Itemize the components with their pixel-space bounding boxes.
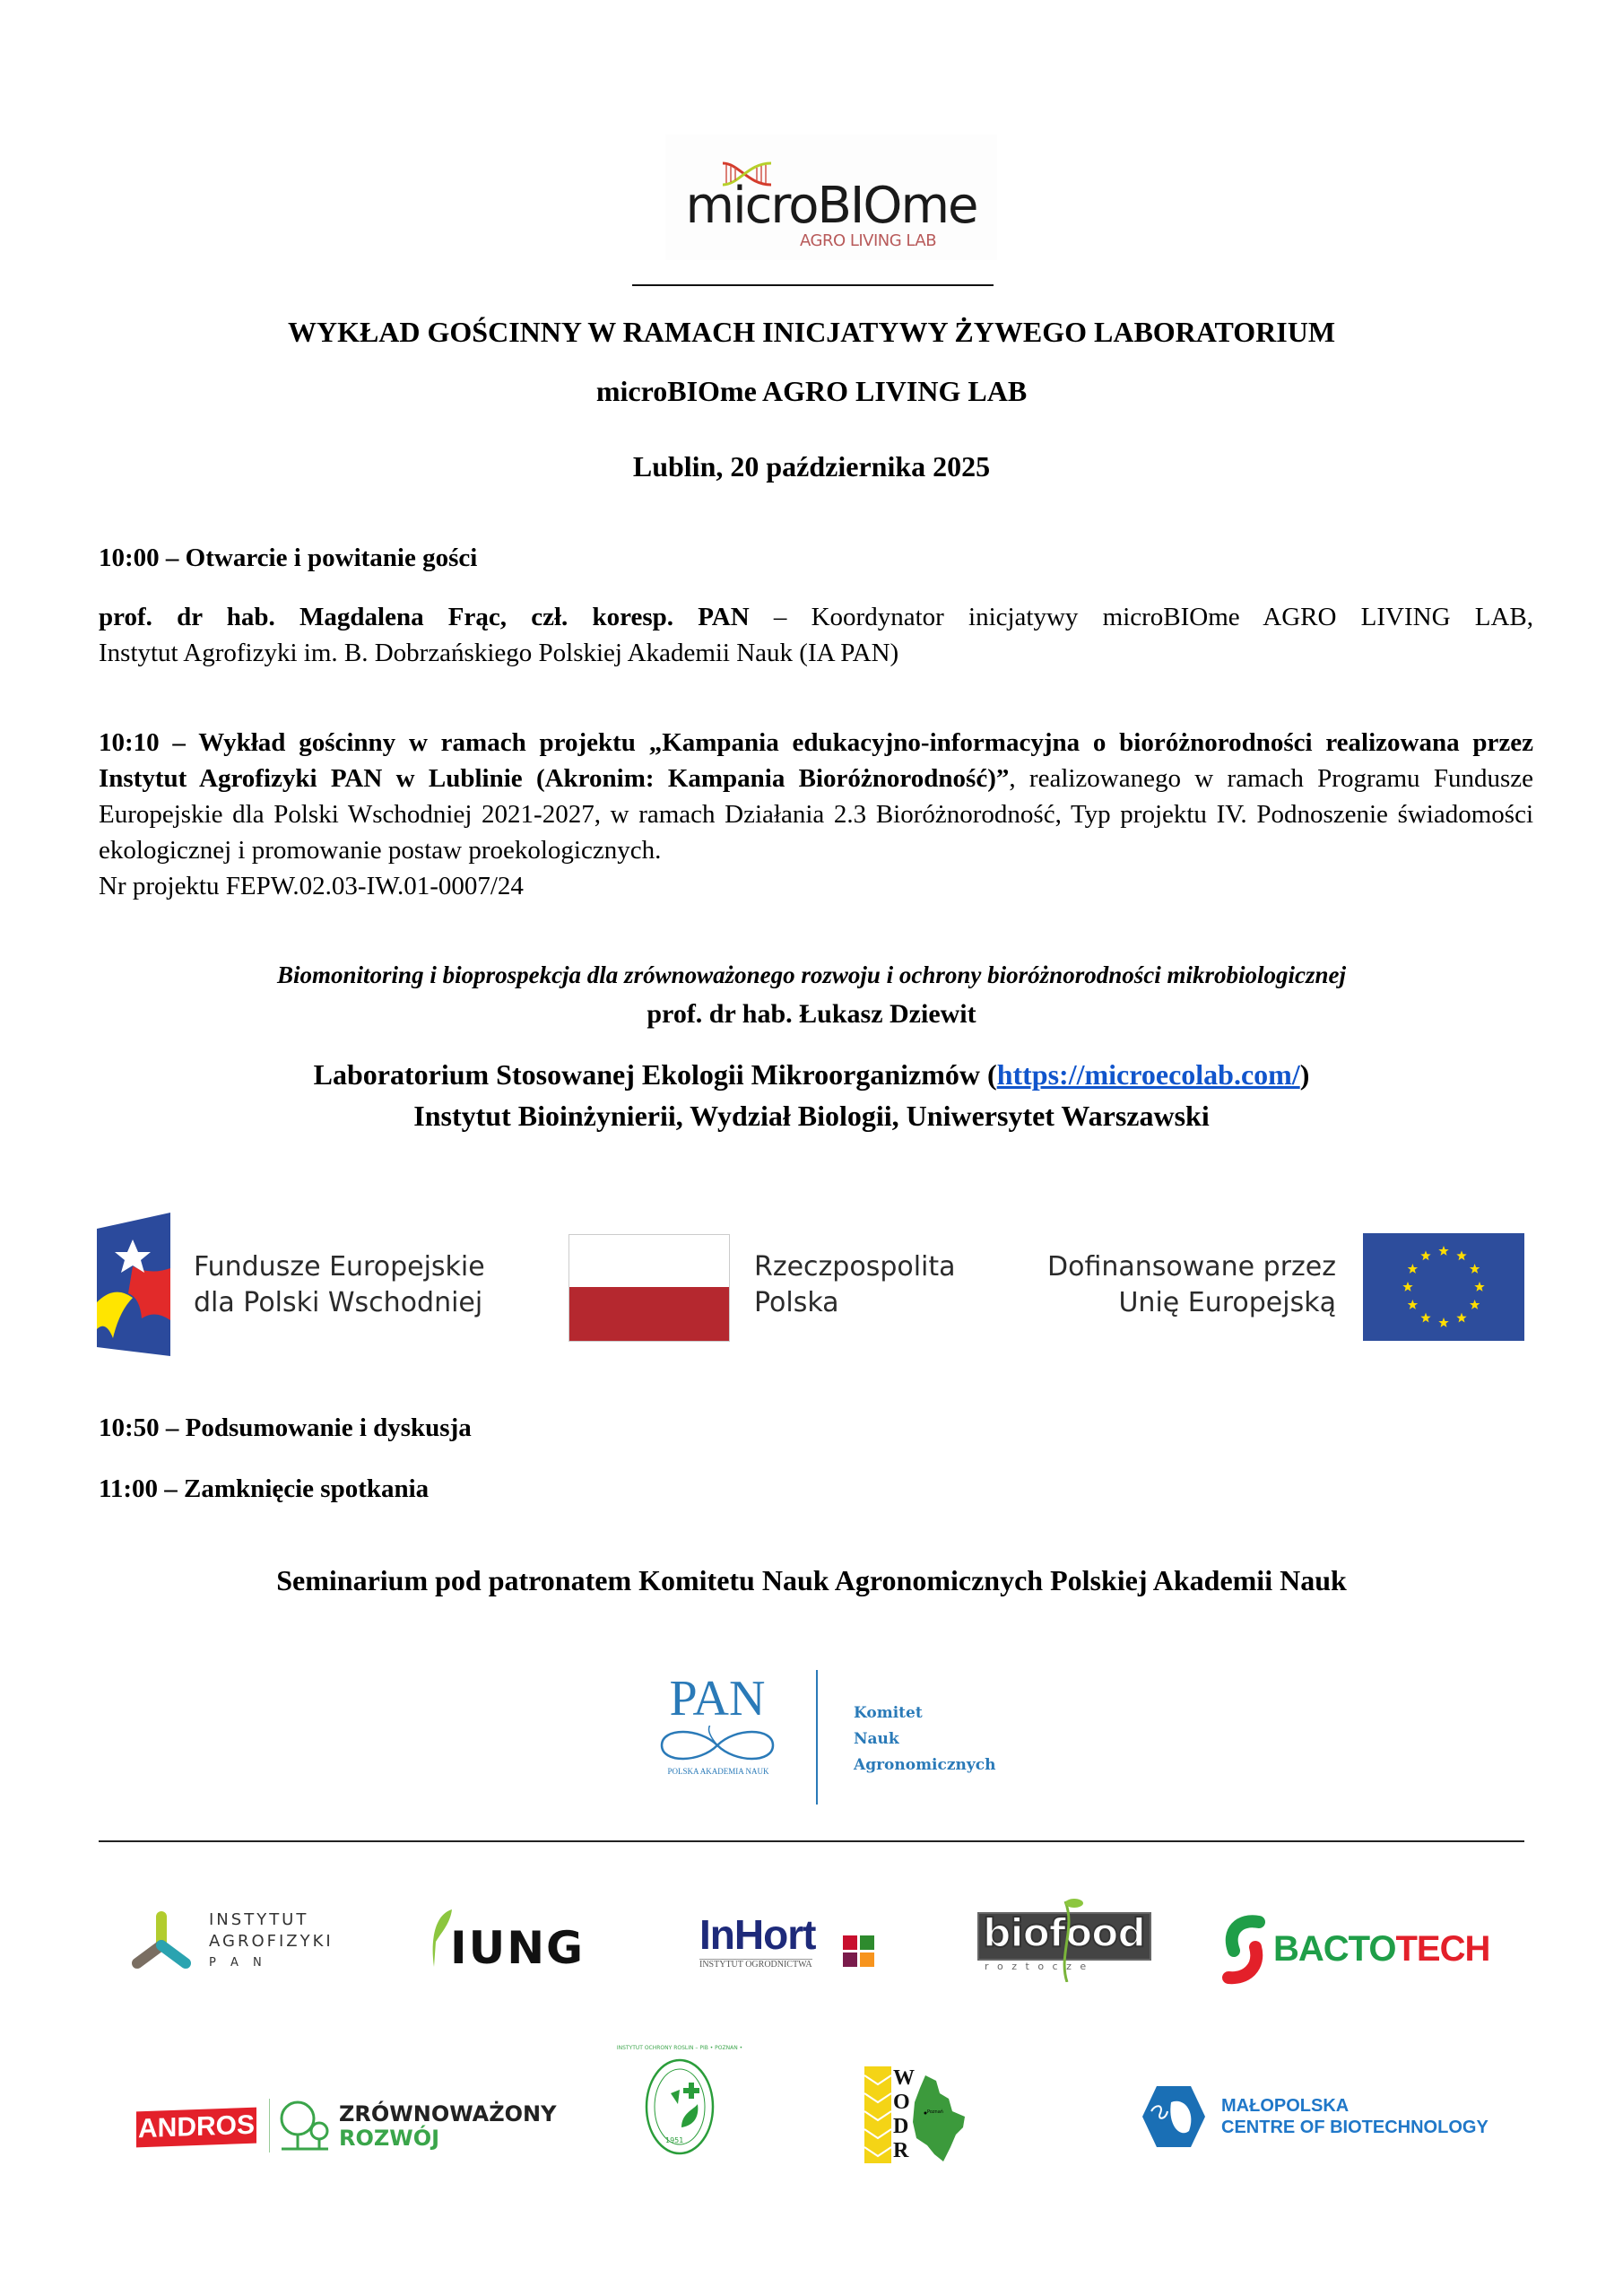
inhort-caption: INSTYTUT OGRODNICTWA (699, 1960, 812, 1970)
agrofizyki-line3: P A N (209, 1956, 267, 1970)
eu-text (1022, 1249, 1336, 1321)
event-title: WYKŁAD GOŚCINNY W RAMACH INICJATYWY ŻYWEGO LABORATORIUM (287, 316, 1336, 348)
pan-committee-line1: Komitet (854, 1704, 923, 1722)
partner-inhort (699, 1910, 879, 1973)
agenda-opening-heading: 10:00 – Otwarcie i powitanie gości (99, 544, 478, 572)
footer-divider (99, 1840, 1524, 1842)
bactotech-part2: TECH (1395, 1929, 1490, 1969)
partner-ior-pib (616, 2045, 743, 2156)
partner-wodr (864, 2066, 1008, 2165)
infinity-icon (655, 1726, 780, 1765)
lecture-intro-rest: , realizowanego w ramach Programu Fundusze Europejskie dla Polski Wschodniej 2021-2027, w ramach Działania 2.3 Bioróżnorodność, Typ projektu IV. Podnoszenie świadomości ekologicznej i promowanie postaw proekologicznych. (99, 764, 1534, 865)
tree-icon (278, 2100, 330, 2151)
wodr-letters (893, 2066, 915, 2163)
rp-line1: Rzeczpospolita (754, 1251, 956, 1283)
wodr-w: W (893, 2066, 915, 2090)
pan-divider (816, 1670, 818, 1805)
event-date: Lublin, 20 października 2025 (632, 450, 991, 483)
pan-caption: POLSKA AKADEMIA NAUK (667, 1767, 769, 1776)
partner-andros (136, 2099, 557, 2152)
fe-logo-icon (97, 1213, 170, 1356)
lecturer-name: prof. dr hab. Łukasz Dziewit (647, 999, 976, 1029)
fe-line2: dla Polski Wschodniej (194, 1287, 483, 1318)
pan-committee-line2: Nauk (854, 1730, 899, 1748)
rp-text (754, 1249, 956, 1321)
wodr-r: R (893, 2139, 909, 2162)
wodr-city: Poznań (927, 2109, 943, 2115)
lecture-title: Biomonitoring i bioprospekcja dla zrównoważonego rozwoju i ochrony bioróżnorodności mikrobiologicznej (277, 961, 1346, 988)
biofood-text: biofood (983, 1910, 1145, 1956)
eu-line1: Dofinansowane przez (1046, 1251, 1336, 1283)
pan-committee-line3: Agronomicznych (854, 1756, 996, 1774)
inhort-text: InHort (699, 1911, 816, 1958)
partner-iung (430, 1906, 619, 1978)
rp-line2: Polska (754, 1287, 839, 1318)
bactotech-logo-icon (1221, 1915, 1266, 1987)
agenda-closing: 11:00 – Zamknięcie spotkania (99, 1474, 430, 1503)
malopolska-line2: CENTRE OF BIOTECHNOLOGY (1221, 2118, 1488, 2137)
logo-sub-text: AGRO LIVING LAB (800, 231, 937, 250)
malopolska-line1: MAŁOPOLSKA (1221, 2096, 1350, 2116)
eu-flag-icon (1363, 1233, 1524, 1341)
agrofizyki-line2: AGROFIZYKI (209, 1932, 334, 1951)
andros-line2: ROZWÓJ (339, 2126, 440, 2151)
eu-line2: Unię Europejską (1118, 1287, 1336, 1318)
fe-text (194, 1249, 485, 1321)
opening-speaker-role: – Koordynator inicjatywy microBIOme AGRO LIVING LAB, (749, 603, 1533, 631)
patronage-text: Seminarium pod patronatem Komitetu Nauk Agronomicznych Polskiej Akademii Nauk (276, 1564, 1347, 1596)
iung-text: IUNG (450, 1922, 586, 1974)
fe-line1: Fundusze Europejskie (194, 1251, 485, 1283)
malopolska-hex-icon (1141, 2084, 1207, 2149)
agenda-summary: 10:50 – Podsumowanie i dyskusja (99, 1413, 472, 1442)
lecture-intro-bold: 10:10 – Wykład gościnny w ramach projektu „Kampania edukacyjno-informacyjna o bioróżnorodności realizowana przez Instytut Agrofizyki PAN w Lublinie (Akronim: Kampania Bioróżnorodność)” (99, 728, 1533, 793)
opening-speaker-affiliation: Instytut Agrofizyki im. B. Dobrzańskiego Polskiej Akademii Nauk (IA PAN) (99, 639, 899, 667)
pan-knr-logo (646, 1670, 996, 1805)
lab-suffix: ) (1299, 1058, 1310, 1091)
lab-affiliation (0, 1058, 1623, 1091)
wodr-d: D (893, 2115, 909, 2138)
lecture-description (99, 725, 1533, 904)
lecturer-institute: Instytut Bioinżynierii, Wydział Biologii, Uniwersytet Warszawski (413, 1100, 1210, 1132)
microbiome-logo (665, 135, 997, 260)
bactotech-text (1273, 1929, 1489, 1970)
andros-line1: ZRÓWNOWAŻONY (339, 2101, 557, 2126)
project-number: Nr projektu FEPW.02.03-IW.01-0007/24 (99, 872, 524, 900)
inhort-squares-icon (843, 1935, 875, 1968)
agrofizyki-logo-icon (130, 1911, 193, 1970)
lab-name: Laboratorium Stosowanej Ekologii Mikroorganizmów ( (313, 1058, 997, 1091)
wheat-icon (864, 2066, 891, 2163)
wodr-o: O (893, 2091, 910, 2114)
event-subtitle: microBIOme AGRO LIVING LAB (595, 375, 1028, 407)
polish-flag-icon (568, 1234, 730, 1342)
sprout-icon (1049, 1892, 1085, 1982)
partner-biofood (977, 1892, 1148, 1982)
andros-brand: ANDROS (136, 2108, 256, 2148)
bactotech-part1: BACTO (1273, 1929, 1396, 1969)
ior-year: 1951 (665, 2136, 684, 2144)
opening-speaker-name: prof. dr hab. Magdalena Frąc, czł. koresp. PAN (99, 603, 750, 631)
ior-ring-text: INSTYTUT OCHRONY ROŚLIN – PIB • POZNAŃ • (616, 2045, 743, 2051)
region-map-icon (913, 2075, 967, 2161)
header-divider (632, 284, 994, 286)
agrofizyki-line1: INSTYTUT (209, 1910, 309, 1929)
logo-main-text: microBIOme (685, 177, 977, 235)
pan-logo-text: PAN (669, 1671, 766, 1726)
partner-instytut-agrofizyki (130, 1906, 372, 1978)
partner-bactotech (1221, 1915, 1508, 1987)
opening-speaker (99, 599, 1533, 671)
lab-website-link[interactable]: https://microecolab.com/ (996, 1058, 1300, 1091)
biofood-caption: r o z t o c z e (985, 1961, 1089, 1972)
partner-malopolska (1141, 2083, 1517, 2154)
pan-committee-text (854, 1700, 995, 1779)
